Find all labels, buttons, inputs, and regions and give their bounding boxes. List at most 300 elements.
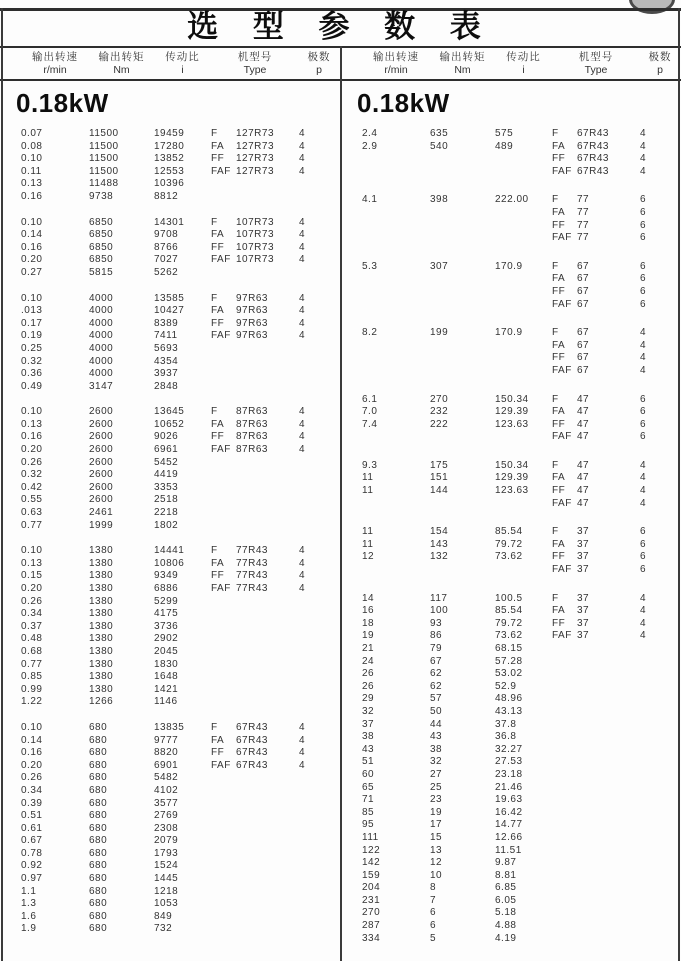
left-table-rows [0,128,340,936]
cell-poles: 4 [299,721,306,733]
cell-output-speed: 0.34 [21,784,43,796]
cell-poles: 4 [299,292,306,304]
cell-type [211,848,299,861]
cell-ratio [495,153,552,166]
table-row [21,482,340,495]
table-row [362,460,681,473]
cell-output-speed: 0.39 [21,797,43,809]
cell-ratio: 9708 [154,229,179,241]
cell-poles [299,886,339,899]
cell-output-speed: 2.9 [362,140,378,152]
table-row [362,431,681,444]
cell-output-torque: 2600 [89,469,114,481]
table-row [362,756,681,769]
cell-output-torque [430,340,495,353]
cell-output-speed: 0.34 [21,608,43,620]
cell-poles: 4 [299,229,306,241]
cell-type: FAF 97R63 [211,330,268,342]
cell-type [211,810,299,823]
cell-output-speed: 0.16 [21,431,43,443]
table-row [21,406,340,419]
cell-type: FA 67 [552,339,590,351]
table-row [21,356,340,369]
cell-poles [640,857,680,870]
cell-output-torque: 2600 [89,444,114,456]
cell-ratio: 1793 [154,847,179,859]
cell-type [211,823,299,836]
cell-output-speed [362,431,430,444]
cell-output-speed: 0.16 [21,241,43,253]
table-row [362,498,681,511]
cell-type: FAF 107R73 [211,254,275,266]
cell-type [552,857,640,870]
cell-poles [640,656,680,669]
cell-type [211,381,299,394]
table-row [21,621,340,634]
table-row [362,551,681,564]
table-row [362,365,681,378]
cell-ratio: 16.42 [495,806,523,818]
cell-output-torque: 11500 [89,153,119,165]
cell-type: FF 67 [552,352,590,364]
cell-type: FAF 67 [552,298,590,310]
cell-type [552,693,640,706]
cell-output-speed: 71 [362,794,375,806]
cell-output-speed: 11 [362,472,374,484]
cell-poles [299,848,339,861]
cell-output-speed: 0.20 [21,254,43,266]
cell-poles: 4 [299,254,306,266]
cell-poles [640,819,680,832]
cell-output-torque: 117 [430,592,448,604]
cell-ratio: 2518 [154,494,179,506]
cell-poles: 4 [640,617,647,629]
cell-ratio: 10652 [154,418,185,430]
cell-output-speed: 0.20 [21,444,43,456]
cell-output-torque [430,273,495,286]
cell-type [552,656,640,669]
cell-output-torque: 2600 [89,494,114,506]
cell-output-speed [362,352,430,365]
cell-output-torque [430,232,495,245]
cell-ratio [495,299,552,312]
cell-type [552,731,640,744]
cell-ratio: 21.46 [495,781,523,793]
cell-output-speed: 0.10 [21,153,43,165]
cell-poles: 6 [640,219,647,231]
cell-ratio: 222.00 [495,194,529,206]
table-row [21,293,340,306]
cell-poles [640,907,680,920]
cell-type: F 67 [552,260,590,272]
cell-output-torque: 151 [430,472,449,484]
table-row [21,330,340,343]
cell-poles [640,668,680,681]
cell-ratio: 7027 [154,254,179,266]
cell-type [211,860,299,873]
cell-ratio: 150.34 [495,459,529,471]
table-row [362,744,681,757]
cell-output-torque: 62 [430,680,443,692]
cell-type: FA 127R73 [211,140,275,152]
cell-ratio: 575 [495,128,514,139]
cell-type: FAF 37 [552,630,590,642]
ratio-label: 传动比 [165,51,200,63]
type-label: 机型号 [578,51,614,63]
cell-output-speed: 0.85 [21,671,43,683]
cell-poles: 4 [299,583,306,594]
cell-type [552,895,640,908]
cell-output-speed [362,340,430,353]
cell-ratio: 123.63 [495,418,529,430]
cell-output-torque: 680 [89,835,108,847]
cell-poles: 6 [640,406,647,418]
cell-output-speed: 26 [362,668,375,680]
cell-output-speed: 32 [362,705,375,717]
cell-output-torque: 6850 [89,229,114,241]
cell-output-torque: 270 [430,393,449,405]
cell-ratio: 4102 [154,784,179,796]
table-row [21,798,340,811]
cell-ratio: 5262 [154,266,179,278]
cell-output-speed [362,207,430,220]
table-row [362,394,681,407]
cell-poles: 4 [299,330,306,342]
torque-unit: Nm [113,64,130,76]
cell-poles [640,643,680,656]
cell-ratio [495,340,552,353]
cell-type: FA 77 [552,206,590,218]
cell-poles [299,810,339,823]
cell-poles: 6 [640,564,647,576]
cell-output-torque: 1380 [89,633,114,645]
cell-type [552,668,640,681]
cell-output-torque: 1380 [89,620,114,632]
cell-output-speed: 0.26 [21,595,43,607]
cell-ratio: 8.81 [495,869,517,881]
cell-ratio: 2218 [154,507,179,519]
column-header-torque [430,50,495,77]
table-row [362,807,681,820]
table-row [362,706,681,719]
cell-type: F 87R63 [211,406,268,418]
cell-output-speed: 0.32 [21,355,43,367]
cell-poles: 6 [640,273,647,285]
cell-output-torque: 23 [430,794,443,806]
cell-output-torque: 1380 [89,545,114,557]
cell-output-torque: 17 [430,819,443,831]
ratio-unit: i [522,64,525,76]
table-row [21,368,340,381]
cell-type: FA 87R63 [211,418,268,430]
cell-type: FA 97R63 [211,305,268,317]
cell-poles [299,873,339,886]
cell-ratio: 123.63 [495,485,529,497]
table-row [362,340,681,353]
cell-output-speed: 0.14 [21,734,43,746]
cell-type [211,368,299,381]
table-row [362,605,681,618]
table-row [21,153,340,166]
cell-output-speed: 14 [362,592,375,604]
cell-ratio: 1053 [154,898,179,910]
cell-poles [299,772,339,785]
torque-label: 输出转矩 [98,51,145,63]
table-row [362,681,681,694]
cell-type: FA 47 [552,406,590,418]
cell-output-speed: 122 [362,844,381,856]
cell-output-speed: 0.26 [21,456,43,468]
cell-ratio [495,352,552,365]
cell-poles: 4 [299,418,306,430]
cell-ratio: 9026 [154,431,179,443]
cell-output-torque: 680 [89,847,108,859]
cell-poles [299,621,339,634]
cell-poles: 6 [640,551,647,563]
cell-output-torque: 4000 [89,368,114,380]
cell-output-torque: 2600 [89,481,114,493]
cell-poles [299,898,339,911]
cell-ratio: 48.96 [495,693,523,705]
type-unit: Type [584,64,608,76]
table-row [21,873,340,886]
cell-output-speed: 0.17 [21,317,43,329]
cell-output-torque: 132 [430,551,449,563]
cell-type [552,845,640,858]
cell-poles [640,845,680,858]
table-row [362,895,681,908]
power-rating-right: 0.18kW [357,88,450,118]
cell-ratio: 5482 [154,772,179,784]
cell-output-speed [362,273,430,286]
cell-ratio: 14301 [154,216,185,228]
cell-poles [299,494,339,507]
cell-output-speed: 0.78 [21,847,43,859]
table-row [362,731,681,744]
table-row [21,810,340,823]
cell-type [552,756,640,769]
cell-output-torque: 154 [430,526,449,538]
cell-output-torque: 680 [89,923,108,935]
cell-output-torque: 100 [430,605,449,617]
cell-poles [299,835,339,848]
cell-output-torque: 232 [430,406,449,418]
cell-type: F 47 [552,393,590,405]
cell-type: FF 77R43 [211,570,268,582]
table-row [362,273,681,286]
cell-type: FAF 47 [552,497,590,509]
cell-ratio: 5.18 [495,907,517,919]
cell-output-torque: 62 [430,668,443,680]
cell-output-speed: 0.10 [21,721,43,733]
cell-output-speed: 0.15 [21,570,43,582]
cell-type: FA 37 [552,605,590,617]
cell-poles: 6 [640,393,647,405]
cell-output-torque: 50 [430,705,443,717]
cell-ratio: 6886 [154,583,179,594]
cell-output-torque: 2600 [89,431,114,443]
table-row [362,668,681,681]
cell-type [211,659,299,672]
cell-ratio [495,166,552,179]
cell-type: FAF 127R73 [211,165,275,177]
cell-output-torque: 680 [89,734,108,746]
cell-output-speed: 0.13 [21,418,43,430]
cell-type [211,608,299,621]
cell-type: FAF 67 [552,364,590,376]
cell-type [552,719,640,732]
table-row [21,860,340,873]
cell-output-speed: 1.9 [21,923,37,935]
cell-ratio: 43.13 [495,705,523,717]
cell-output-torque: 6 [430,920,437,932]
cell-poles: 6 [640,298,647,310]
cell-ratio: 8812 [154,190,179,202]
cell-output-speed: 0.97 [21,873,43,885]
cell-type [211,457,299,470]
cell-output-torque: 1380 [89,683,114,695]
table-row [21,696,340,709]
cell-output-speed: 11 [362,485,374,497]
cell-type [552,681,640,694]
cell-output-torque: 175 [430,459,449,471]
cell-ratio: 2308 [154,822,179,834]
cell-output-torque: 1380 [89,557,114,569]
cell-poles: 4 [640,364,647,376]
cell-type [552,643,640,656]
cell-poles [299,911,339,924]
cell-output-speed: 0.25 [21,342,43,354]
table-row [362,261,681,274]
column-header-ratio [495,50,552,77]
cell-output-torque: 4000 [89,292,114,304]
table-row [21,254,340,267]
cell-poles [299,608,339,621]
cell-output-speed: 29 [362,693,375,705]
cell-output-speed: 0.55 [21,494,43,506]
cell-output-torque: 1380 [89,583,114,594]
table-row [362,406,681,419]
power-rating-left: 0.18kW [16,88,109,118]
cell-poles: 4 [299,140,306,152]
cell-ratio: 6.85 [495,882,517,894]
cell-type [211,469,299,482]
table-row [21,229,340,242]
poles-unit: p [657,64,663,76]
cell-poles [299,633,339,646]
table-row [362,220,681,233]
table-row [21,444,340,457]
cell-poles: 4 [299,545,306,557]
cell-output-torque: 11488 [89,178,119,190]
cell-poles [640,706,680,719]
table-row [21,469,340,482]
cell-type: F 77R43 [211,545,268,557]
column-header-poles [299,50,339,77]
cell-output-speed: 1.6 [21,910,37,922]
cell-type: F 97R63 [211,292,268,304]
cell-ratio: 13645 [154,406,185,418]
cell-output-speed: 6.1 [362,393,378,405]
table-row [362,539,681,552]
cell-type [211,911,299,924]
cell-output-torque: 680 [89,885,108,897]
cell-type [211,520,299,533]
cell-output-speed: 142 [362,857,381,869]
cell-output-torque: 27 [430,768,443,780]
cell-output-torque: 6850 [89,216,114,228]
cell-output-speed: 0.49 [21,380,43,392]
cell-type [552,769,640,782]
cell-output-speed: 16 [362,605,375,617]
page-title: 选 型 参 数 表 [187,9,494,44]
cell-type: F 37 [552,592,590,604]
cell-ratio: 79.72 [495,538,523,550]
cell-type [211,886,299,899]
cell-output-torque: 3147 [89,380,114,392]
cell-type [211,684,299,697]
cell-poles: 4 [299,759,306,771]
cell-ratio: 1445 [154,873,179,885]
cell-output-speed: 5.3 [362,260,378,272]
table-row [21,596,340,609]
cell-output-torque: 4000 [89,317,114,329]
cell-ratio: 6.05 [495,894,517,906]
table-row [362,166,681,179]
cell-output-speed: 0.63 [21,507,43,519]
cell-type: FF 107R73 [211,241,275,253]
cell-output-speed: 334 [362,932,381,944]
cell-poles: 4 [299,153,306,165]
cell-output-torque: 5815 [89,266,114,278]
cell-poles [640,693,680,706]
cell-poles: 4 [640,497,647,509]
table-row [21,520,340,533]
cell-output-torque: 680 [89,810,108,822]
cell-output-speed: 9.3 [362,459,378,471]
cell-type: FF 37 [552,551,590,563]
cell-ratio: 489 [495,140,514,152]
cell-ratio: 5299 [154,595,179,607]
cell-output-speed: 38 [362,731,375,743]
cell-poles: 4 [299,165,306,177]
cell-output-torque: 19 [430,806,443,818]
table-row [362,630,681,643]
cell-output-speed: 21 [362,643,375,654]
cell-poles [640,832,680,845]
cell-output-torque [430,498,495,511]
cell-type: FA 47 [552,472,590,484]
cell-output-speed: 12 [362,551,375,563]
cell-ratio: 8389 [154,317,179,329]
cell-ratio: 732 [154,923,173,935]
cell-type [552,744,640,757]
cell-ratio [495,220,552,233]
cell-output-torque: 93 [430,617,443,629]
cell-poles [299,469,339,482]
cell-type [552,832,640,845]
cell-type [211,785,299,798]
cell-output-speed: 95 [362,819,375,831]
cell-ratio: 23.18 [495,768,523,780]
cell-poles [640,769,680,782]
column-header-poles [640,50,680,77]
cell-output-torque [430,153,495,166]
table-row [21,457,340,470]
table-row [21,671,340,684]
left-table [0,84,340,949]
cell-output-speed: 24 [362,655,375,667]
